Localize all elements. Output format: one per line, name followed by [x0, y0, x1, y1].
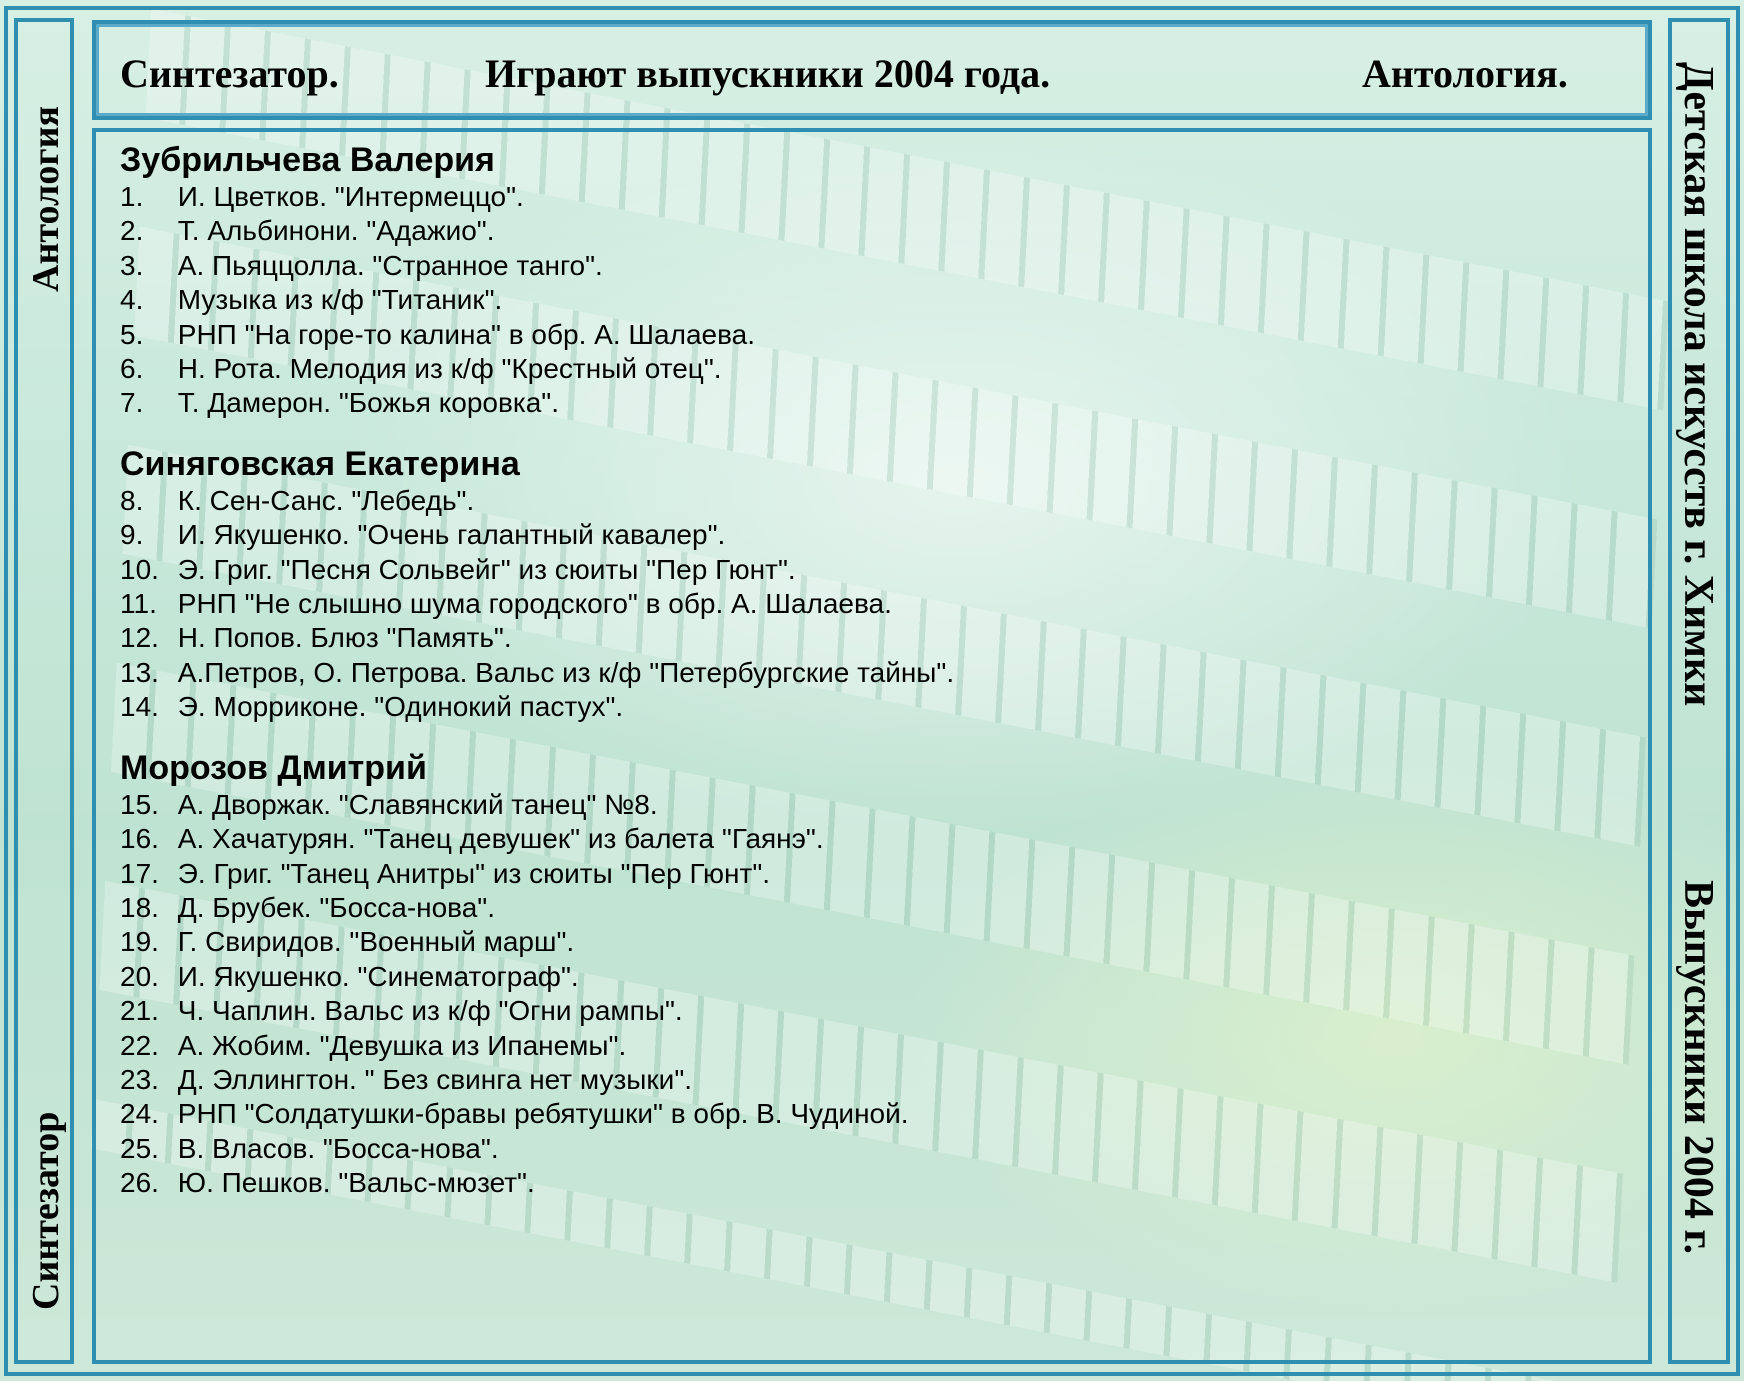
track-title: Э. Морриконе. "Одинокий пастух".: [177, 691, 624, 723]
track-number: 7.: [120, 387, 144, 419]
track-item: [120, 587, 1520, 621]
track-item: [120, 180, 1520, 214]
track-title: Г. Свиридов. "Военный марш".: [177, 926, 575, 958]
track-item: [120, 518, 1520, 552]
track-title: И. Якушенко. "Очень галантный кавалер".: [177, 519, 726, 551]
track-number: 8.: [120, 484, 144, 516]
track-number: 25.: [120, 1132, 159, 1164]
track-item: [120, 994, 1520, 1028]
track-title: А. Жобим. "Девушка из Ипанемы".: [177, 1029, 627, 1061]
track-title: Ю. Пешков. "Вальс-мюзет".: [177, 1167, 535, 1199]
track-title: В. Власов. "Босса-нова".: [177, 1132, 499, 1164]
track-item: [120, 925, 1520, 959]
track-number: 21.: [120, 995, 159, 1027]
track-title: Н. Рота. Мелодия из к/ф "Крестный отец".: [177, 353, 722, 385]
track-item: [120, 788, 1520, 822]
track-title: Н. Попов. Блюз "Память".: [177, 622, 512, 654]
track-number: 23.: [120, 1063, 159, 1095]
track-item: [120, 249, 1520, 283]
header-right-title: Антология.: [1362, 51, 1568, 96]
right-spine-top-text: Детская школа искусств г. Химки: [1675, 62, 1721, 707]
track-title: Д. Брубек. "Босса-нова".: [177, 891, 496, 923]
tracklist: [120, 140, 1520, 1201]
track-item: [120, 891, 1520, 925]
track-number: 18.: [120, 891, 159, 923]
track-number: 26.: [120, 1167, 159, 1199]
track-item: [120, 386, 1520, 420]
track-item: [120, 857, 1520, 891]
track-item: [120, 318, 1520, 352]
left-spine-top-text: Антология: [25, 105, 67, 292]
section-gap: [120, 421, 1520, 444]
track-title: Э. Григ. "Танец Анитры" из сюиты "Пер Гюнт".: [177, 857, 771, 889]
track-item: [120, 960, 1520, 994]
track-title: А. Хачатурян. "Танец девушек" из балета "Гаянэ".: [177, 823, 824, 855]
left-spine-bottom-text: Синтезатор: [25, 1111, 67, 1310]
track-number: 19.: [120, 926, 159, 958]
track-item: [120, 621, 1520, 655]
track-title: РНП "Не слышно шума городского" в обр. А. Шалаева.: [177, 588, 892, 620]
track-item: [120, 214, 1520, 248]
track-number: 5.: [120, 318, 144, 350]
track-title: Музыка из к/ф "Титаник".: [177, 284, 503, 316]
track-number: 13.: [120, 656, 159, 688]
track-item: [120, 1166, 1520, 1200]
track-number: 20.: [120, 960, 159, 992]
track-item: [120, 1063, 1520, 1097]
track-title: Э. Григ. "Песня Сольвейг" из сюиты "Пер Гюнт".: [177, 553, 796, 585]
track-item: [120, 1132, 1520, 1166]
track-item: [120, 690, 1520, 724]
track-number: 9.: [120, 519, 144, 551]
track-title: РНП "Солдатушки-бравы ребятушки" в обр. В. Чудиной.: [177, 1098, 909, 1130]
track-title: Ч. Чаплин. Вальс из к/ф "Огни рампы".: [177, 995, 683, 1027]
track-number: 17.: [120, 857, 159, 889]
header-center-title: Играют выпускники 2004 года.: [485, 51, 1051, 96]
track-number: 11.: [120, 588, 157, 620]
track-number: 10.: [120, 553, 159, 585]
performer-section: [120, 140, 1520, 421]
track-number: 24.: [120, 1098, 159, 1130]
track-item: [120, 822, 1520, 856]
track-item: [120, 484, 1520, 518]
track-title: А.Петров, О. Петрова. Вальс из к/ф "Петербургские тайны".: [177, 656, 955, 688]
track-title: Д. Эллингтон. " Без свинга нет музыки".: [177, 1063, 693, 1095]
performer-name: Зубрильчева Валерия: [120, 141, 495, 179]
track-number: 22.: [120, 1029, 159, 1061]
performer-name: Синяговская Екатерина: [120, 444, 520, 483]
track-item: [120, 283, 1520, 317]
performer-name: Морозов Дмитрий: [120, 748, 427, 787]
track-number: 14.: [120, 691, 159, 723]
track-number: 2.: [120, 215, 144, 247]
track-title: И. Якушенко. "Синематограф".: [177, 960, 579, 992]
track-number: 6.: [120, 353, 144, 385]
track-item: [120, 1029, 1520, 1063]
header-left-title: Синтезатор.: [120, 51, 339, 96]
track-item: [120, 553, 1520, 587]
track-title: А. Пьяццолла. "Странное танго".: [177, 249, 603, 281]
track-title: И. Цветков. "Интермеццо".: [177, 181, 524, 212]
track-item: [120, 352, 1520, 386]
track-title: К. Сен-Санс. "Лебедь".: [177, 484, 475, 516]
track-title: Т. Дамерон. "Божья коровка".: [177, 387, 560, 419]
track-title: А. Дворжак. "Славянский танец" №8.: [177, 788, 658, 820]
track-title: Т. Альбинони. "Адажио".: [177, 215, 495, 247]
right-spine-bottom-text: Выпускники 2004 г.: [1675, 880, 1721, 1255]
track-number: 3.: [120, 249, 144, 281]
track-item: [120, 1097, 1520, 1131]
section-gap: [120, 725, 1520, 748]
track-number: 4.: [120, 284, 144, 316]
track-item: [120, 656, 1520, 690]
performer-section: [120, 748, 1520, 1201]
track-number: 16.: [120, 823, 159, 855]
track-title: РНП "На горе-то калина" в обр. А. Шалаева.: [177, 318, 756, 350]
performer-section: [120, 444, 1520, 725]
track-number: 12.: [120, 622, 159, 654]
track-number: 1.: [120, 181, 144, 212]
track-number: 15.: [120, 788, 159, 820]
